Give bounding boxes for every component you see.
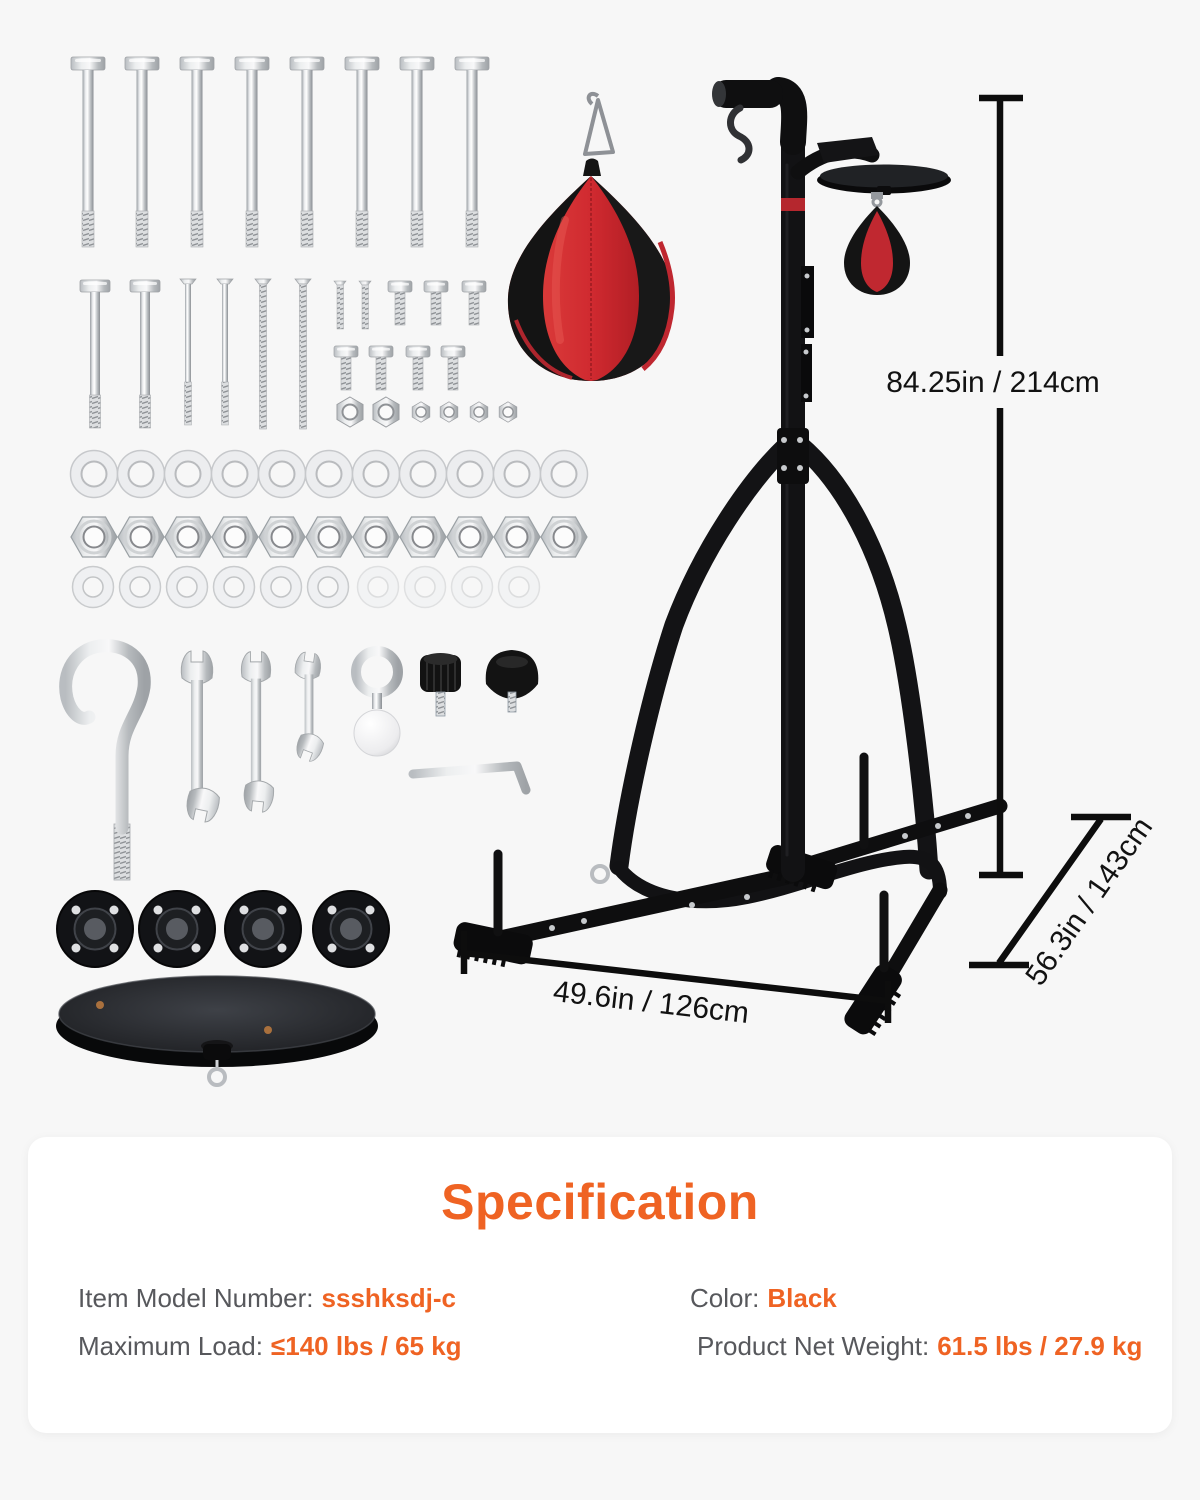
spec-value: Black bbox=[767, 1283, 837, 1313]
small-washer-row bbox=[73, 567, 540, 608]
hex-nut-row bbox=[71, 517, 587, 557]
heavy-bag-hook-icon bbox=[730, 108, 749, 160]
stand-left-leg bbox=[619, 445, 787, 866]
spec-value: 61.5 lbs / 27.9 kg bbox=[937, 1331, 1143, 1361]
post-red-band bbox=[781, 198, 805, 211]
washer-row bbox=[71, 451, 588, 498]
wrench-medium bbox=[241, 652, 274, 813]
allen-key bbox=[413, 766, 526, 790]
wrench-small bbox=[293, 651, 326, 764]
speed-bag-small bbox=[844, 192, 910, 295]
speed-bag-platform-part bbox=[56, 976, 378, 1085]
hanging-hook bbox=[66, 646, 145, 880]
wrench-large bbox=[181, 651, 221, 824]
spec-label: Color: bbox=[690, 1283, 760, 1313]
rail-d-ring-icon bbox=[592, 866, 608, 882]
stand-left-beam bbox=[482, 868, 824, 943]
spec-label: Product Net Weight: bbox=[697, 1331, 930, 1361]
short-bolt-group bbox=[334, 281, 486, 390]
spec-label: Maximum Load: bbox=[78, 1331, 263, 1361]
wing-knob bbox=[486, 650, 539, 712]
specification-title: Specification bbox=[441, 1174, 759, 1230]
eye-bolt-with-ball bbox=[354, 651, 400, 756]
spec-color bbox=[690, 1283, 837, 1314]
spec-item-model-number bbox=[78, 1283, 456, 1314]
specification-card bbox=[28, 1137, 1172, 1433]
spec-label: Item Model Number: bbox=[78, 1283, 314, 1313]
spec-value: ssshksdj-c bbox=[321, 1283, 456, 1313]
depth-dimension-label: 56.3in / 143cm bbox=[1019, 811, 1160, 992]
width-dimension-label: 49.6in / 126cm bbox=[551, 975, 751, 1031]
star-knob bbox=[420, 653, 461, 716]
spec-maximum-load bbox=[78, 1331, 462, 1362]
spec-product-net-weight bbox=[697, 1331, 1142, 1362]
long-bolt-row bbox=[71, 57, 489, 247]
small-screw-group bbox=[334, 281, 371, 329]
spec-value: ≤140 lbs / 65 kg bbox=[270, 1331, 462, 1361]
medium-bolt-group bbox=[80, 280, 160, 428]
height-dimension-line bbox=[979, 98, 1023, 875]
speed-bag-large bbox=[508, 94, 674, 381]
flange-mount-row bbox=[57, 891, 389, 967]
punching-bag-stand bbox=[451, 80, 1000, 1041]
height-dimension-label: 84.25in / 214cm bbox=[886, 366, 1100, 399]
assorted-nut-group bbox=[337, 397, 517, 427]
flat-screw-group bbox=[180, 279, 311, 429]
